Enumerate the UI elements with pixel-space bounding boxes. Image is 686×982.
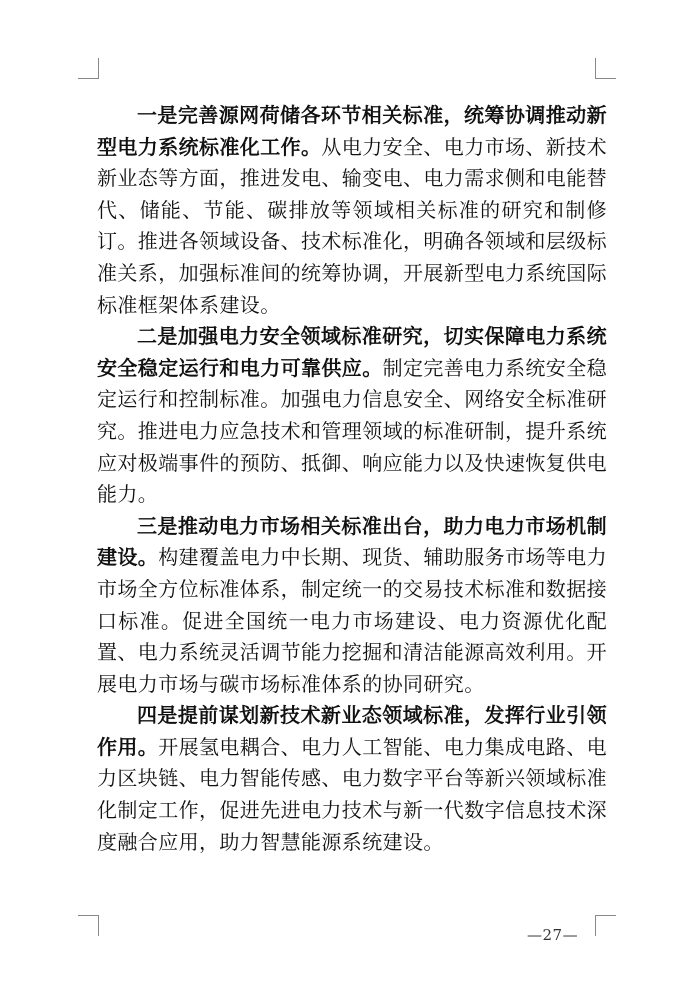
paragraph-1-body: 从电力安全、电力市场、新技术新业态等方面，推进发电、输变电、电力需求侧和电能替代、储能、节能、碳排放等领域相关标准的研究和制修订。推进各领域设备、技术标准化，明确各领域和层级标准关系，加强标准间的统筹协调，开展新型电力系统国际标准框架体系建设。 (97, 134, 608, 317)
paragraph-3 (97, 511, 607, 701)
paragraph-2-body: 制定完善电力系统安全稳定运行和控制标准。加强电力信息安全、网络安全标准研究。推进电力应急技术和管理领域的标准研制，提升系统应对极端事件的预防、抵御、响应能力以及快速恢复供电能力。 (97, 355, 608, 507)
crop-mark-top-left (78, 58, 99, 79)
crop-mark-top-right (595, 58, 616, 79)
page-number: —27— (527, 926, 579, 944)
paragraph-1-lead: 一是完善源网荷储各环节相关标准，统筹协调推动新型电力系统标准化工作。 (97, 103, 607, 159)
paragraph-3-body: 构建覆盖电力中长期、现货、辅助服务市场等电力市场全方位标准体系，制定统一的交易技术标准和数据接口标准。促进全国统一电力市场建设、电力资源优化配置、电力系统灵活调节能力挖掘和清洁能源高效利用。开展电力市场与碳市场标准体系的协同研究。 (97, 545, 608, 696)
paragraph-4-body: 开展氢电耦合、电力人工智能、电力集成电路、电力区块链、电力智能传感、电力数字平台等新兴领域标准化制定工作，促进先进电力技术与新一代数字信息技术深度融合应用，助力智慧能源系统建设。 (97, 734, 608, 854)
paragraph-4 (97, 700, 607, 858)
paragraph-4-lead: 四是提前谋划新技术新业态领域标准，发挥行业引领作用。 (97, 703, 607, 759)
crop-mark-bottom-right (595, 915, 616, 936)
document-body (97, 100, 607, 858)
paragraph-3-lead: 三是推动电力市场相关标准出台，助力电力市场机制建设。 (97, 513, 607, 570)
paragraph-2 (97, 321, 607, 511)
crop-mark-bottom-left (78, 915, 99, 936)
paragraph-1 (97, 100, 607, 321)
paragraph-2-lead: 二是加强电力安全领域标准研究，切实保障电力系统安全稳定运行和电力可靠供应。 (97, 324, 607, 380)
